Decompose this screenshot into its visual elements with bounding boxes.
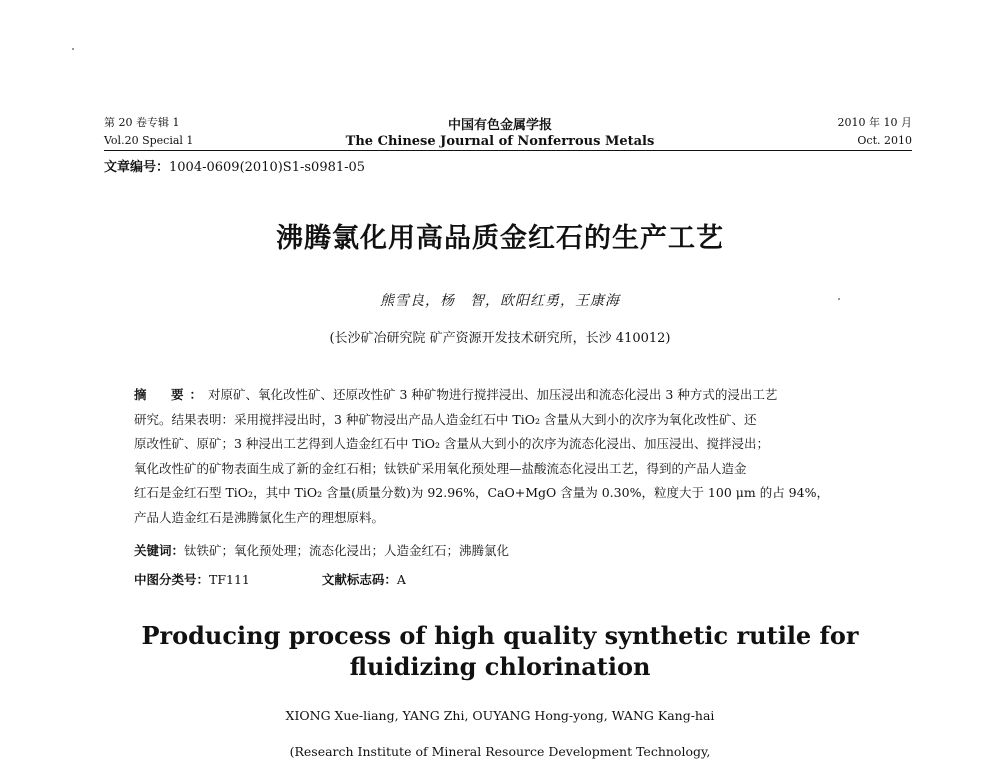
journal-name-en: The Chinese Journal of Nonferrous Metals <box>345 134 655 149</box>
title-en <box>0 620 1000 682</box>
abstract-label: 摘 要： <box>134 387 209 402</box>
abstract-line: 摘 要：对原矿、氧化改性矿、还原改性矿 3 种矿物进行搅拌浸出、加压浸出和流态化浸出 3 种方式的浸出工艺 <box>134 387 778 402</box>
article-number-label: 文章编号： <box>104 160 170 175</box>
volume-en: Vol.20 Special 1 <box>104 134 194 147</box>
clc-value: TF111 <box>209 572 250 587</box>
abstract-line: 氧化改性矿的矿物表面生成了新的金红石相；钛铁矿采用氧化预处理—盐酸流态化浸出工艺，得到的产品人造金 <box>134 460 747 476</box>
issue-date-cn: 2010 年 10 月 <box>837 116 912 129</box>
article-number-value: 1004-0609(2010)S1-s0981-05 <box>169 160 366 175</box>
classification <box>134 570 406 588</box>
abstract-line: 产品人造金红石是沸腾氯化生产的理想原料。 <box>134 509 385 525</box>
issue-date-en: Oct. 2010 <box>857 134 912 147</box>
article-number <box>104 156 365 175</box>
title-cn: 沸腾氯化用高品质金红石的生产工艺 <box>276 223 724 254</box>
volume-cn: 第 20 卷专辑 1 <box>104 116 180 129</box>
abstract-line: 研究。结果表明：采用搅拌浸出时，3 种矿物浸出产品人造金红石中 TiO₂ 含量从大到小的次序为氧化改性矿、还 <box>134 411 757 427</box>
keywords-cn <box>134 541 509 559</box>
clc-label: 中图分类号： <box>134 572 210 587</box>
scan-speck <box>72 48 74 50</box>
title-en-line-2: fluidizing chlorination <box>349 652 651 681</box>
doc-code-label: 文献标志码： <box>321 572 397 587</box>
abstract-cn <box>134 383 879 530</box>
doc-code-value: A <box>396 572 406 587</box>
abstract-line: 原改性矿、原矿；3 种浸出工艺得到人造金红石中 TiO₂ 含量从大到小的次序为流态化浸出、加压浸出、搅拌浸出； <box>134 436 769 451</box>
keywords-label: 关键词： <box>134 543 185 558</box>
journal-name-cn: 中国有色金属学报 <box>447 118 552 133</box>
title-en-line-1: Producing process of high quality synthetic rutile for <box>141 621 859 650</box>
affiliation-en: (Research Institute of Mineral Resource Development Technology, <box>289 744 711 759</box>
abstract-line: 红石是金红石型 TiO₂，其中 TiO₂ 含量(质量分数)为 92.96%，CaO+MgO 含量为 0.30%，粒度大于 100 μm 的占 94%， <box>134 485 829 500</box>
authors-en: XIONG Xue-liang, YANG Zhi, OUYANG Hong-yong, WANG Kang-hai <box>285 708 715 723</box>
keywords-value: 钛铁矿；氧化预处理；流态化浸出；人造金红石；沸腾氯化 <box>184 543 510 558</box>
authors-cn: 熊雪良，杨 智，欧阳红勇，王康海 <box>380 293 620 309</box>
header-rule <box>104 150 912 151</box>
affiliation-cn: (长沙矿冶研究院 矿产资源开发技术研究所，长沙 410012) <box>329 331 671 346</box>
